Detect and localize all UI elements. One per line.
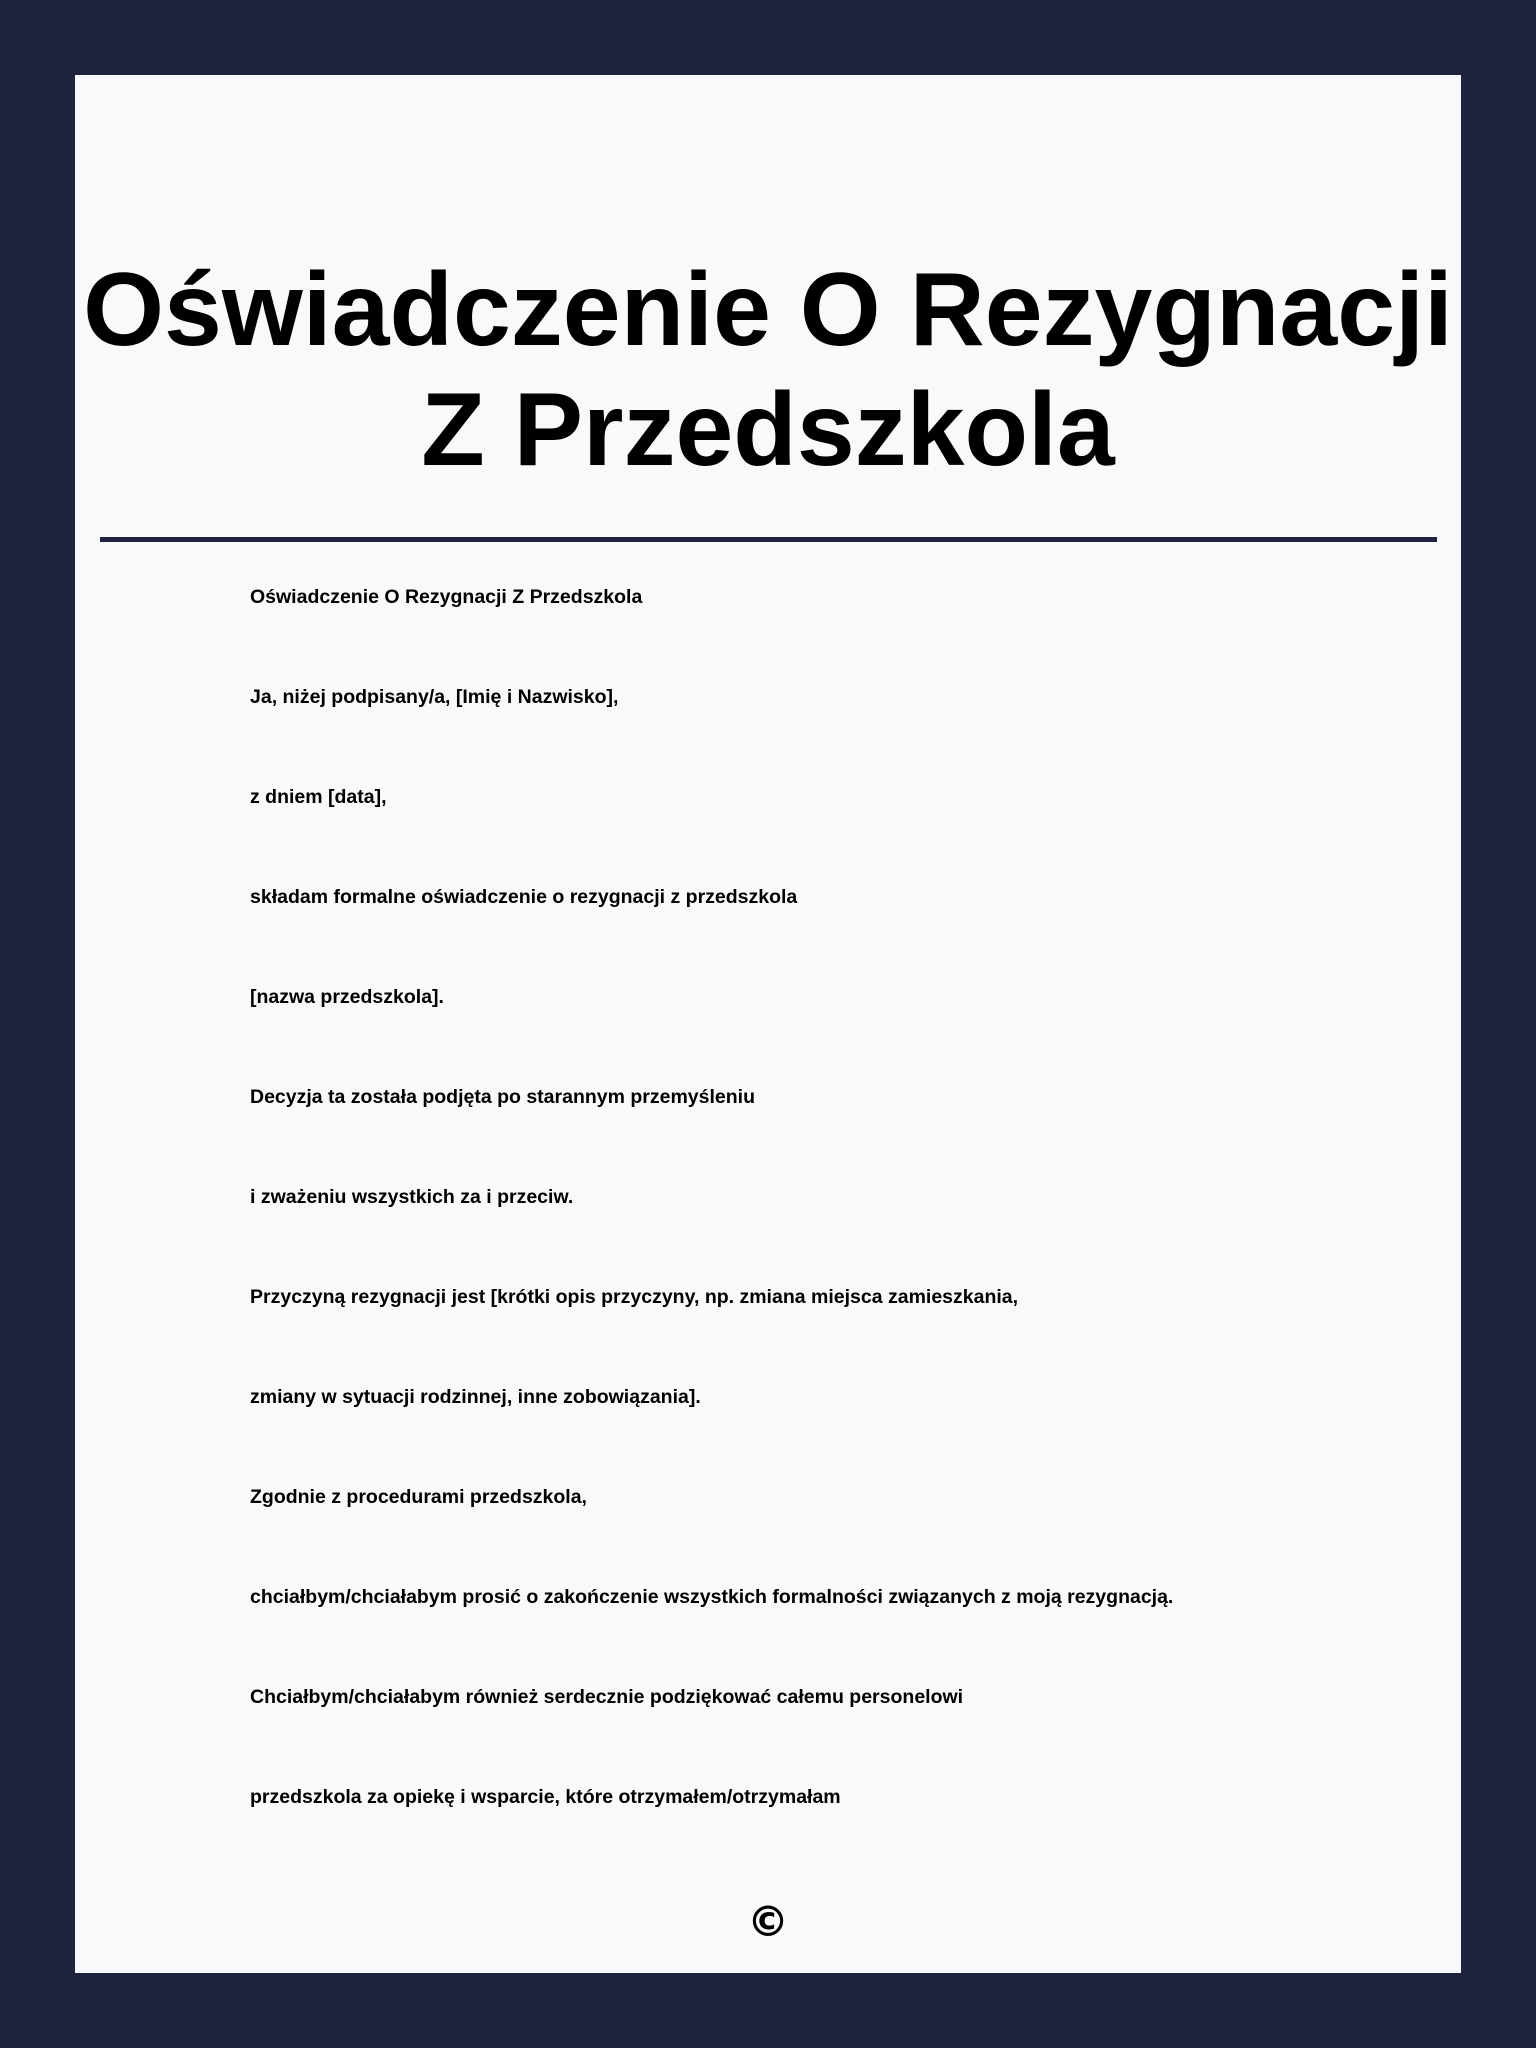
page-title-line-1: Oświadczenie O Rezygnacji [83,252,1453,368]
page-title-line-2: Z Przedszkola [421,372,1115,488]
text-line: chciałbym/chciałabym prosić o zakończenie wszystkich formalności związanych z moją rezygnacją. [250,1586,1174,1608]
text-line: składam formalne oświadczenie o rezygnacji z przedszkola [250,886,798,908]
text-line: Przyczyną rezygnacji jest [krótki opis przyczyny, np. zmiana miejsca zamieszkania, [250,1286,1019,1308]
text-line: przedszkola za opiekę i wsparcie, które otrzymałem/otrzymałam [250,1786,841,1808]
text-line: Zgodnie z procedurami przedszkola, [250,1486,587,1508]
text-line: z dniem [data], [250,786,387,808]
text-line: Decyzja ta została podjęta po starannym przemyśleniu [250,1086,755,1108]
text-line: zmiany w sytuacji rodzinnej, inne zobowiązania]. [250,1386,701,1408]
text-line: [nazwa przedszkola]. [250,986,444,1008]
text-line: Chciałbym/chciałabym również serdecznie podziękować całemu personelowi [250,1686,964,1708]
document-heading: Oświadczenie O Rezygnacji Z Przedszkola [250,586,643,608]
page-title [75,250,1461,490]
text-line: i zważeniu wszystkich za i przeciw. [250,1186,574,1208]
document-body [250,577,1370,1877]
text-line: Ja, niżej podpisany/a, [Imię i Nazwisko], [250,686,619,708]
copyright-icon: © [747,1897,789,1946]
document-page [75,75,1461,1973]
title-divider [100,537,1437,542]
